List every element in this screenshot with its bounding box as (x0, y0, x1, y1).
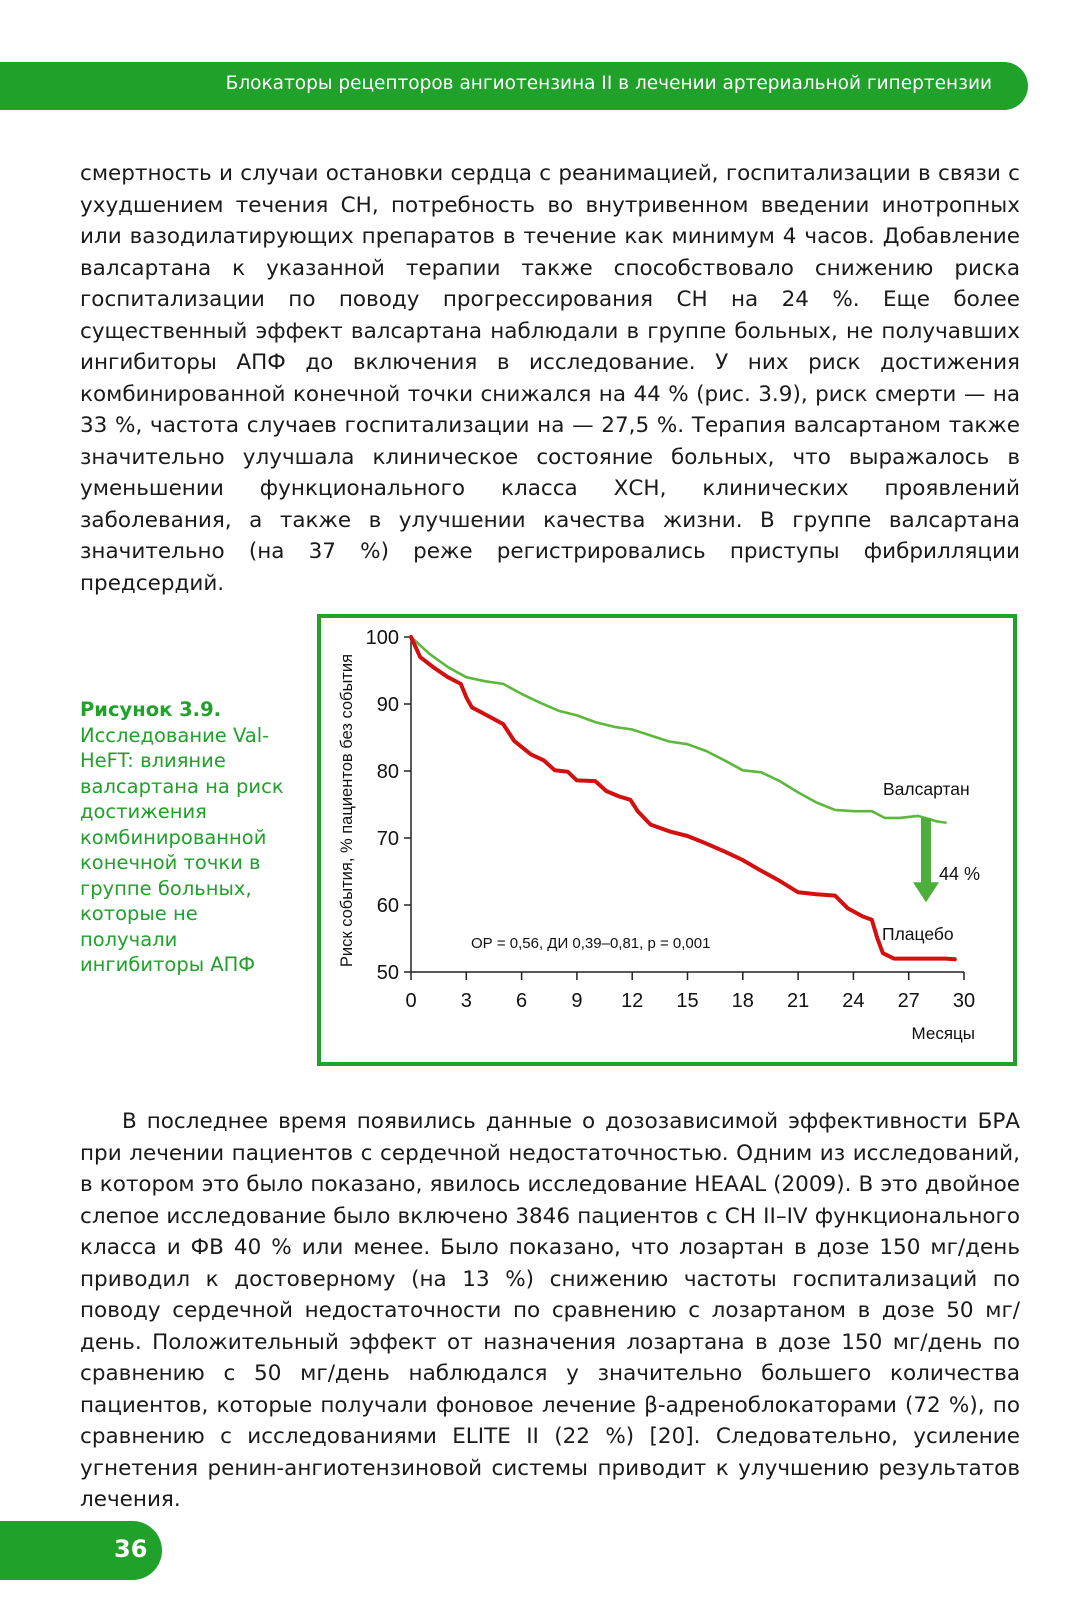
stats-annotation: ОР = 0,56, ДИ 0,39–0,81, p = 0,001 (471, 935, 711, 952)
y-tick-label: 60 (376, 895, 399, 917)
chart-frame (317, 614, 1017, 1066)
page-number: 36 (114, 1535, 148, 1563)
x-tick-label: 0 (405, 990, 417, 1012)
series-label-placebo: Плацебо (882, 924, 954, 944)
x-tick-label: 9 (571, 990, 583, 1012)
x-tick-label: 6 (516, 990, 528, 1012)
paragraph-1: смертность и случаи остановки сердца с реанимацией, госпитализации в связи с ухудшением течения СН, потребность во внутривенном введении инотропных или вазодилатирующих препаратов в течение как минимум 4 часов. Добавление валсартана к указанной терапии также способствовало снижению риска госпитализации по поводу прогрессирования СН на 24 %. Еще более существенный эффект валсартана наблюдали в группе больных, не получавших ингибиторы АПФ до включения в исследование. У них риск достижения комбинированной конечной точки снижался на 44 % (рис. 3.9), риск смерти — на 33 %, частота случаев госпитализации на — 27,5 %. Терапия валсартаном также значительно улучшала клиническое состояние больных, что выражалось в уменьшении функционального класса ХСН, клинических проявлений заболевания, а также в улучшении качества жизни. В группе валсартана значительно (на 37 %) реже регистрировались приступы фибрилляции предсердий. (80, 161, 1020, 596)
x-tick-label: 24 (842, 990, 865, 1012)
figure-caption-title: Рисунок 3.9. (80, 698, 222, 721)
figure-caption-text: Исследование Val-HeFT: влияние валсартана на риск достижения комбинированной конечной точки в группе больных, которые не получали ингибиторы АПФ (80, 723, 284, 976)
figure-caption (80, 697, 295, 978)
paragraph-2: В последнее время появились данные о дозозависимой эффективности БРА при лечении пациентов с сердечной недостаточностью. Одним из исследований, в котором это было показано, явилось исследование HEAAL (2009). В это двойное слепое исследование было включено 3846 пациентов с СН II–IV функционального класса и ФВ 40 % или менее. Было показано, что лозартан в дозе 150 мг/день приводил к достоверному (на 13 %) снижению частоты госпитализаций по поводу сердечной недостаточности по сравнению с лозартаном в дозе 50 мг/день. Положительный эффект от назначения лозартана в дозе 150 мг/день по сравнению с 50 мг/день наблюдался у значительно большего количества пациентов, которые получали фоновое лечение β-адреноблокаторами (72 %), по сравнению с исследованиями ELITE II (22 %) [20]. Следовательно, усиление угнетения ренин-ангиотензиновой системы приводит к улучшению результатов лечения. (80, 1109, 1020, 1512)
x-tick-label: 15 (676, 990, 699, 1012)
y-tick-label: 50 (376, 962, 399, 984)
y-tick-label: 80 (376, 761, 399, 783)
y-tick-label: 90 (376, 694, 399, 716)
survival-chart (321, 618, 1013, 1062)
x-tick-label: 18 (731, 990, 754, 1012)
x-tick-label: 27 (897, 990, 920, 1012)
header-bar (0, 62, 1028, 110)
series-line-valsartan (411, 637, 946, 823)
running-header: Блокаторы рецепторов ангиотензина II в лечении артериальной гипертензии (225, 73, 992, 94)
series-label-valsartan: Валсартан (883, 779, 970, 799)
reduction-arrow-shaft (921, 818, 931, 884)
x-axis-title: Месяцы (911, 1024, 975, 1043)
series-line-placebo (411, 637, 955, 959)
x-tick-label: 3 (460, 990, 472, 1012)
x-tick-label: 21 (786, 990, 810, 1012)
reduction-label: 44 % (939, 864, 981, 884)
footer-bar (0, 1521, 162, 1580)
y-tick-label: 70 (376, 828, 399, 850)
reduction-arrow-head (913, 882, 939, 902)
y-axis-title: Риск события, % пациентов без события (338, 653, 356, 968)
x-tick-label: 12 (621, 990, 644, 1012)
y-tick-label: 100 (365, 627, 399, 649)
x-tick-label: 30 (952, 990, 976, 1012)
